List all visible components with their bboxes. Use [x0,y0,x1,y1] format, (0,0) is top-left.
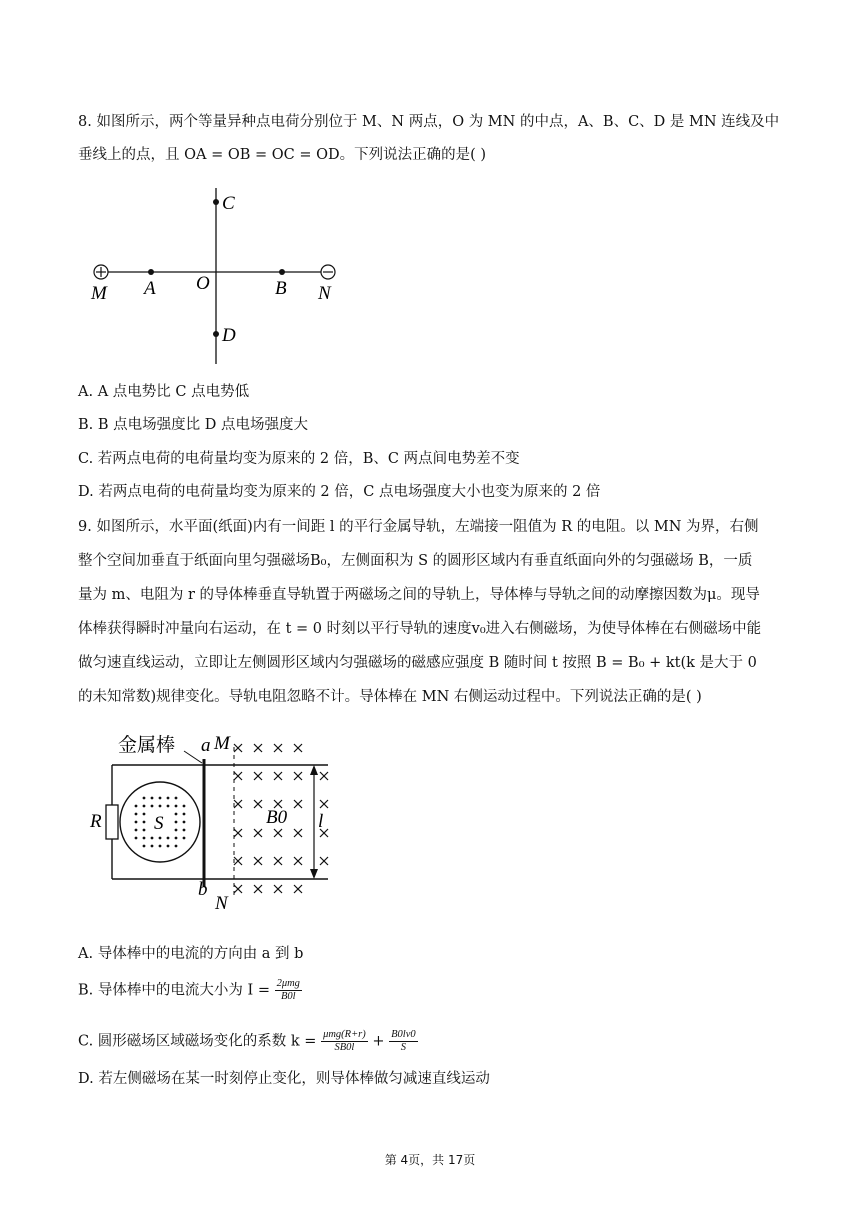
field-dot [143,845,146,848]
q9-option-c-prefix: C. 圆形磁场区域磁场变化的系数 k = [78,1033,317,1050]
field-dot [135,837,138,840]
q9-option-c-plus: + [372,1033,385,1050]
field-dot [159,805,162,808]
label-C: C [222,193,235,214]
q9-option-c-fraction-2 [389,1029,418,1054]
q9-stem-line5: 做匀速直线运动，立即让左侧圆形区域内匀强磁场的磁感应强度 B 随时间 t 按照 B = B₀ + kt(k 是大于 0 [78,655,757,671]
q9-option-d: D. 若左侧磁场在某一时刻停止变化，则导体棒做匀减速直线运动 [78,1071,490,1087]
field-dot [143,837,146,840]
field-dot [167,797,170,800]
field-dot [175,821,178,824]
q8-option-c: C. 若两点电荷的电荷量均变为原来的 2 倍，B、C 两点间电势差不变 [78,451,520,467]
q8-figure [85,186,345,368]
field-dot [151,837,154,840]
q9-stem-line2: 整个空间加垂直于纸面向里匀强磁场B₀，左侧面积为 S 的圆形区域内有垂直纸面向外的匀强磁场 B，一质 [78,553,753,569]
field-dot [159,797,162,800]
q8-stem-line2: 垂线上的点，且 OA = OB = OC = OD。下列说法正确的是( ) [78,147,487,163]
label-M: M [91,283,107,304]
label-b: b [198,879,208,900]
field-dot [175,845,178,848]
label-B: B [275,278,287,299]
label-M-top: M [214,733,230,754]
field-dot [183,829,186,832]
q9-option-c-fraction-1 [321,1029,368,1054]
q9-option-b [78,978,302,1003]
q9-option-b-prefix: B. 导体棒中的电流大小为 I = [78,982,270,999]
label-a: a [201,735,211,756]
field-dot [151,797,154,800]
q9-option-c-denominator-1: SB0l [334,1042,355,1053]
field-dot [183,821,186,824]
q9-option-c-denominator-2: S [400,1042,406,1053]
field-dot [175,805,178,808]
label-A: A [144,278,156,299]
field-dot [175,797,178,800]
label-R: R [90,811,102,832]
field-dot [183,805,186,808]
field-dot [143,821,146,824]
field-dot [135,829,138,832]
label-O: O [196,273,210,294]
field-dot [175,813,178,816]
label-metal-bar: 金属棒 [118,735,176,756]
field-dot [167,845,170,848]
q9-stem-line3: 量为 m、电阻为 r 的导体棒垂直导轨置于两磁场之间的导轨上，导体棒与导轨之间的动摩擦因数为μ。现导 [78,587,760,603]
field-dot [143,797,146,800]
q9-option-c-numerator-2: B0lv0 [391,1029,416,1040]
field-dot [183,813,186,816]
q9-option-a: A. 导体棒中的电流的方向由 a 到 b [78,946,304,962]
page-footer: 第 4页，共 17页 [384,1153,476,1167]
field-dot [167,837,170,840]
label-B0: B0 [266,807,288,828]
q9-option-b-fraction [275,978,302,1003]
field-dot [143,813,146,816]
field-dot [183,837,186,840]
field-dot [135,821,138,824]
q8-option-b: B. B 点电场强度比 D 点电场强度大 [78,417,308,433]
q9-stem-line1: 9. 如图所示，水平面(纸面)内有一间距 l 的平行金属导轨，左端接一阻值为 R 的电阻。以 MN 为界，右侧 [78,519,759,535]
q8-stem-line1: 8. 如图所示，两个等量异种点电荷分别位于 M、N 两点，O 为 MN 的中点，A、B、C、D 是 MN 连线及中 [78,114,780,130]
field-dot [135,813,138,816]
q9-stem-line6: 的未知常数)规律变化。导轨电阻忽略不计。导体棒在 MN 右侧运动过程中。下列说法正确的是( ) [78,689,702,705]
label-N: N [318,283,331,304]
field-dot [143,829,146,832]
field-dot [151,845,154,848]
q8-option-d: D. 若两点电荷的电荷量均变为原来的 2 倍，C 点电场强度大小也变为原来的 2 倍 [78,484,601,500]
field-dot [159,837,162,840]
field-dot [135,805,138,808]
q8-option-a: A. A 点电势比 C 点电势低 [78,384,250,400]
q9-option-b-numerator: 2μmg [276,978,300,989]
label-N-bottom: N [215,893,228,914]
q9-stem-line4: 体棒获得瞬时冲量向右运动，在 t = 0 时刻以平行导轨的速度v₀进入右侧磁场，为使导体棒在右侧磁场中能 [78,621,762,637]
label-S: S [154,813,164,834]
q9-option-b-denominator: B0l [280,991,296,1002]
label-D: D [222,325,236,346]
q9-option-c-numerator-1: μmg(R+r) [323,1029,366,1040]
field-dot [143,805,146,808]
label-l: l [318,811,324,832]
field-dot [151,805,154,808]
field-dot [167,805,170,808]
field-dot [175,829,178,832]
field-dot [175,837,178,840]
q9-option-c [78,1029,418,1054]
q9-figure [88,729,348,915]
field-dot [159,845,162,848]
